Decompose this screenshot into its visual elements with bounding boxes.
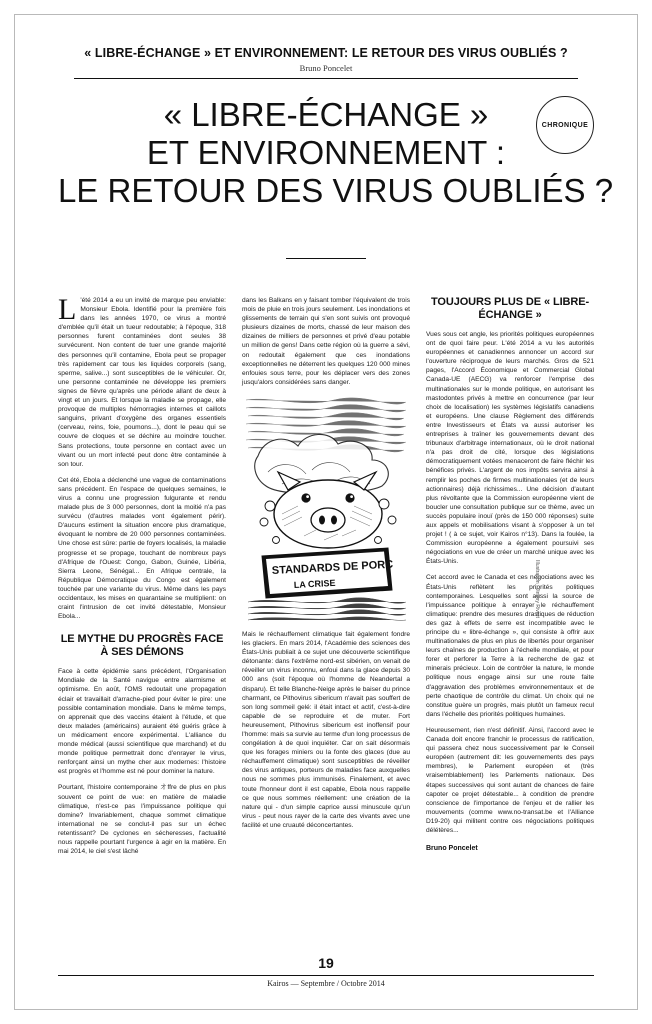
column-3 bbox=[426, 296, 594, 956]
column-2 bbox=[242, 296, 410, 956]
paragraph: Mais le réchauffement climatique fait également fondre les glaciers. En mars 2014, l'Académie des sciences des États-Unis publiait à ce sujet une découverte scientifique détonante: dans l'extrême nord-est sibérien, on venait de réveiller un virus inconnu, enfoui dans la glace depuis 30 000 ans (soit l'époque où l'homme de Neandertal a disparu). Et telle Blanche-Neige après le baiser du prince charmant, ce Pithovirus sibericum n'avait pas souffert de son long sommeil gelé: il était intact et actif, c'est-à-dire capable de se reproduire et de muter. Fort heureusement, Pithovirus sibericum est inoffensif pour l'homme: mais sa survie au terme d'un long processus de congélation à de quoi inquiéter. Car on sait désormais que les forages miniers ou la fonte des glaces (due au réchauffement climatique) sont susceptibles de réveiller des virus antiques, porteurs de maladies face auxquelles nous ne sommes plus immunisés. Finalement, et avec toute l'honneur dont il est capable, Ebola nous rappelle ce que nous sommes réellement: une création de la nature qui - d'un simple caprice aussi minuscule qu'un virus - peut nous rayer de la carte des vivants avec une facilité et une cruauté déconcertantes. bbox=[242, 630, 410, 829]
title-divider bbox=[286, 258, 366, 259]
headline-line-3: LE RETOUR DES VIRUS OUBLIÉS ? bbox=[58, 172, 614, 209]
paragraph bbox=[58, 293, 226, 469]
page-footer bbox=[58, 955, 594, 988]
running-head-title: « LIBRE-ÉCHANGE » ET ENVIRONNEMENT: LE RETOUR DES VIRUS OUBLIÉS ? bbox=[84, 46, 568, 60]
section-subheading: TOUJOURS PLUS DE « LIBRE-ÉCHANGE » bbox=[430, 296, 590, 321]
chronique-badge bbox=[536, 96, 594, 154]
column-1 bbox=[58, 293, 226, 956]
header-divider bbox=[74, 78, 578, 79]
poster-text-1: STANDARDS DE PORC bbox=[271, 558, 394, 577]
page-title bbox=[58, 96, 614, 210]
footer-divider bbox=[58, 975, 594, 976]
page-number: 19 bbox=[318, 955, 334, 971]
article-columns bbox=[58, 293, 594, 956]
illustration-svg bbox=[242, 394, 410, 624]
paragraph: Vues sous cet angle, les priorités politiques européennes ont de quoi faire peur. L'été 2014 a vu les autorités européennes et canadiennes annoncer un accord sur l'ouverture réciproque de leurs marchés. Gros de 521 pages, l'Accord Économique et Commercial Global Canada-UE (AECG) va renforcer l'emprise des multinationales sur le monde politique, en autorisant les mastodontes privés à mettre en concurrence (par leur choix de localisation) les systèmes législatifs canadiens et européens. Une clause Règlement des différends entre Investisseurs et États va aussi autoriser les entreprises à traîner les gouvernements devant des tribunaux d'arbitrage internationaux, où le droit national n'a pas droit de cité, lorsque des législations démocratiquement votées menaceront de faire fléchir les bénéfices privés. L'argent de nos impôts servira ainsi à remplir les poches de firmes multinationales (et de leurs actionnaires) déjà richissimes... Une décision d'autant plus révoltante que la Commission européenne vient de boucler une consultation publique sur ce thème, avec un succès populaire inouï (près de 150 000 réponses) suite aux appels et mobilisations visant à s'opposer à un tel projet ! ( à ce sujet, voir Kairos n°13). Dans la foulée, la Commission européenne a également poursuivi ses négociations en vue de créer un marché unique avec les États-Unis. bbox=[426, 331, 594, 566]
poster-text-2: LA CRISE bbox=[293, 577, 336, 590]
paragraph: Pourtant, l'histoire contemporaine オffre de plus en plus souvent ce point de vue: en matière de maladie climatique, n'est-ce pas l'impuissance politique qui domine? Invariablement, chaque sommet climatique international ne se conclut-il pas sur un échec retentissant? De cyclones en sécheresses, l'actualité nous rappelle pourtant l'urgence à agir en la matière. En mai 2014, le ciel s'est lâché bbox=[58, 784, 226, 856]
author-signature: Bruno Poncelet bbox=[426, 845, 478, 853]
paragraph: Heureusement, rien n'est définitif. Ainsi, l'accord avec le Canada doit encore franchir le processus de ratification, qui passera chez nous successivement par le Conseil européen (autrement dit: les gouvernements des pays membres), le Parlement européen et (très vraisemblablement) les Parlements nationaux. Des étapes successives qui sont autant de chances de faire capoter ce projet détestable... à condition de prendre conscience de l'importance de l'enjeu et de rallier les mouvements (comme www.no-transat.be et l'Alliance D19-20) qui militent contre ces négociations politiques délétères... bbox=[426, 726, 594, 834]
illustration-credit-text: Illustration : Jimmy Rivert bbox=[534, 560, 540, 618]
section-subheading: LE MYTHE DU PROGRÈS FACE À SES DÉMONS bbox=[60, 633, 224, 659]
pig-and-money-illustration bbox=[242, 394, 410, 624]
paragraph: Cet accord avec le Canada et ces négociations avec les États-Unis reflètent les priorités politiques contemporaines. Lesquelles sont aussi la source de l'impuissance politique à enrayer le réchauffement climatique: prendre des mesures drastiques de réduction des gaz à effets de serre est incompatible avec le principe du « libre-échange », qui consiste à offrir aux multinationales de plus en plus de libertés pour organiser leurs chaînes de production à l'échelle mondiale, et pour forer et perforer la Terre à la recherche de gaz et minerais précieux. Loin de contrôler la nature, le monde politique nous engage ainsi sur une route faite d'aggravation des problèmes environnementaux et de perte chaotique de contrôle du climat. Un choix qui ne constitue guère un progrès, mais plutôt un fameux recul dans l'échelle des priorités politiques humaines. bbox=[426, 574, 594, 718]
running-head-author: Bruno Poncelet bbox=[299, 63, 353, 73]
headline-line-2: ET ENVIRONNEMENT : bbox=[146, 134, 506, 171]
running-head bbox=[74, 46, 578, 73]
paragraph: Cet été, Ebola a déclenché une vague de contaminations sans précédent. En l'espace de quelques semaines, le virus a connu une progression fulgurante et rendu malade plus de 3 000 personnes, dont la moitié n'a pas survécu (d'autres malades vont également périr). D'aucuns estiment la situation encore plus dramatique, évoquant le nombre de 20 000 personnes contaminées. Une chose est sûre: partie de foyers localisés, la maladie progresse et se propage, touchant de nombreux pays d'Afrique de l'Ouest: Congo, Gabon, Guinée, Libéria, Sierra Leone, Sénégal... En Afrique centrale, la République Démocratique du Congo est également touchée par une variante du virus. Même dans les pays occidentaux, les mises en quarantaine se multiplient: on craint l'intrusion de cet invité détestable, Monsieur Ebola... bbox=[58, 476, 226, 621]
drop-cap: L bbox=[58, 293, 77, 326]
headline-line-1: « LIBRE-ÉCHANGE » bbox=[163, 96, 489, 133]
publication-info: Kairos — Septembre / Octobre 2014 bbox=[267, 979, 385, 988]
illustration-credit bbox=[534, 560, 552, 680]
paragraph: dans les Balkans en y faisant tomber l'équivalent de trois mois de pluie en trois jours seulement. Les inondations et glissements de terrain qui s'en sont suivis ont provoqué plusieurs dizaines de morts, chassé de leur maison des dizaines de milliers de personnes et privé d'eau potable un million de gens! Dans cette région où la guerre a sévi, on redoutait également que ces inondations exceptionnelles ne déterrent les quelques 120 000 mines enfouies sous terre, pour les déplacer vers des zones jusqu'alors considérées sans danger. bbox=[242, 297, 410, 386]
chronique-badge-label: CHRONIQUE bbox=[541, 121, 589, 129]
paragraph-text: 'été 2014 a eu un invité de marque peu enviable: Monsieur Ebola. Identifié pour la première fois dans les années 1970, ce virus a montré d'emblée qu'il était un tueur redoutable; à l'époque, 318 personnes furent contaminées dont seules 38 survécurent. Non content de tuer une grande majorité des personnes qu'il contamine, Ebola peut se propager très rapidement car tous les liquides corporels (sang, sperme, salive...) sont susceptibles de le véhiculer. Or, une personne contaminée ne développe les premiers signes de fièvre qu'après une période allant de deux à vingt et un jours. Et lorsque la maladie se propage, elle provoque de multiples hémorragies internes et caillots sanguins, privant d'oxygène des organes essentiels (cerveau, reins, foie, poumons...), dont le peau qui se couvre de cloques et se déchire au moindre toucher. Sans protections, toute personne en contact avec un vivant ou un mort infecté peut donc être contaminée à son tour. bbox=[58, 297, 226, 468]
paragraph: Face à cette épidémie sans précédent, l'Organisation Mondiale de la Santé navigue entre alarmisme et optimisme. En août, l'OMS redoutait une propagation éclair et travaillait d'arrache-pied pour éviter le pire: une possible contamination mondiale. Dans le même temps, on apprenait que des vaccins étaient à l'étude, et que deux malades (américains) auraient été guéris grâce à un médicament encore expérimental. L'alliance du monde médical (aussi scientifique que marchand) et du monde politique permettrait donc d'enrayer le virus, renforçant ainsi un mythe cher aux modernes: l'histoire est progrès et l'homme est né pour dominer la nature. bbox=[58, 668, 226, 776]
